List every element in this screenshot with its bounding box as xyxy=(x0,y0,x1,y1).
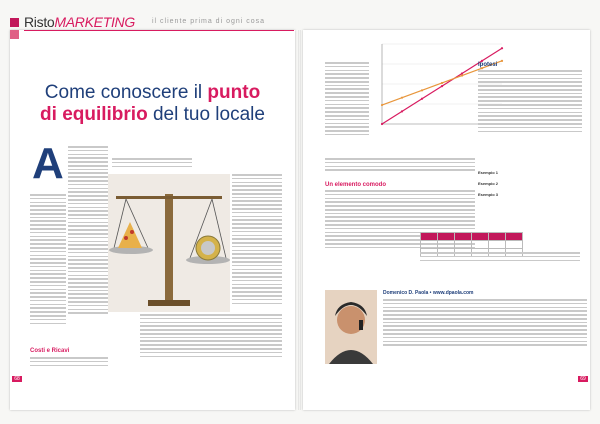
right-column-1-top xyxy=(325,62,369,158)
sidebar-ipotesi xyxy=(478,62,582,197)
author-bio xyxy=(325,290,587,368)
heading-costi: Costi e Ricavi xyxy=(30,348,70,354)
table-cell xyxy=(472,241,489,249)
chart-point xyxy=(421,98,423,100)
balance-scale-icon xyxy=(108,174,230,312)
table-caption xyxy=(420,252,580,272)
body-column-1 xyxy=(68,146,108,332)
author-photo xyxy=(325,290,377,364)
heading-esempio: Un elemento comodo xyxy=(325,182,387,188)
tagline: il cliente prima di ogni cosa xyxy=(152,18,266,25)
table-cell xyxy=(506,241,523,249)
article-title xyxy=(10,82,295,126)
table-cell xyxy=(438,241,455,249)
chart-point xyxy=(421,89,423,91)
right-body-mid xyxy=(325,158,475,180)
table-header-cell xyxy=(506,233,523,241)
table-header-cell xyxy=(438,233,455,241)
body-column-1b xyxy=(30,194,66,344)
table-header-cell xyxy=(421,233,438,241)
body-column-2-bottom xyxy=(140,314,282,372)
title-line1: Come conoscere il xyxy=(44,82,208,103)
body-costi xyxy=(30,357,108,371)
author-bio-text xyxy=(383,299,587,361)
chart-point xyxy=(441,82,443,84)
author-name: Domenico D. Paola • www.dpaola.com xyxy=(383,290,474,296)
table-cell xyxy=(489,241,506,249)
table-header-cell xyxy=(455,233,472,241)
table-header-cell xyxy=(472,233,489,241)
body-column-3 xyxy=(232,174,282,324)
sidebar-heading: Ipotesi xyxy=(478,62,498,68)
brand-part1: Risto xyxy=(24,14,55,30)
sidebar-esempio1: Esempio 1 xyxy=(478,170,499,175)
table-row xyxy=(421,241,523,249)
dropcap: A xyxy=(32,139,64,188)
author-portrait-icon xyxy=(325,290,377,364)
balance-scale-illustration xyxy=(108,174,230,312)
table-cell xyxy=(455,241,472,249)
header-rule xyxy=(24,30,294,31)
table-header-row xyxy=(421,233,523,241)
chart-point xyxy=(401,97,403,99)
chart-point xyxy=(501,47,503,49)
brand-logo xyxy=(24,14,135,30)
page-number-left: 68 xyxy=(12,376,22,382)
chart-point xyxy=(441,85,443,87)
title-highlight2: di equilibrio xyxy=(40,104,148,125)
sidebar-esempio3: Esempio 3 xyxy=(478,192,499,197)
chart-point xyxy=(401,110,403,112)
chart-point xyxy=(461,74,463,76)
title-highlight1: punto xyxy=(207,82,261,103)
page-fold xyxy=(298,30,301,410)
table-cell xyxy=(421,241,438,249)
chart-point xyxy=(381,123,383,125)
page-number-right: 69 xyxy=(578,376,588,382)
title-line2: del tuo locale xyxy=(147,104,265,125)
body-column-2-top xyxy=(112,158,192,174)
table-header-cell xyxy=(489,233,506,241)
sidebar-body xyxy=(478,70,582,170)
brand-mark-secondary xyxy=(10,30,19,39)
sidebar-esempio2: Esempio 2 xyxy=(478,181,499,186)
brand-part2: MARKETING xyxy=(54,14,135,30)
chart-point xyxy=(381,104,383,106)
chart-point xyxy=(461,72,463,74)
brand-mark xyxy=(10,18,19,27)
